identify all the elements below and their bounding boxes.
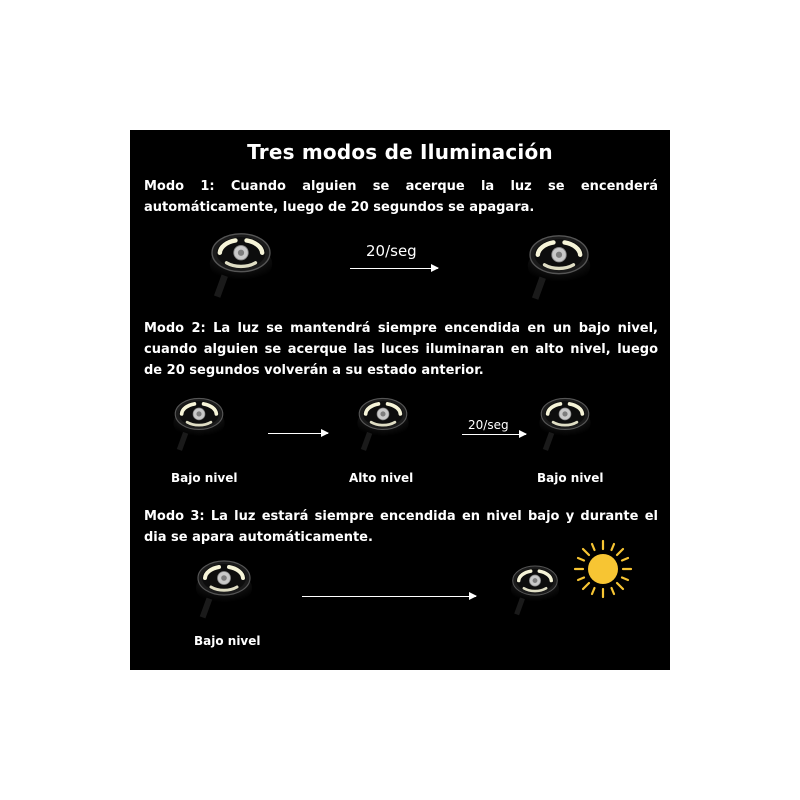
solar-lamp-icon	[348, 392, 418, 456]
arrow-right-icon	[350, 268, 438, 269]
solar-lamp-icon	[516, 228, 602, 306]
arrow-right-icon	[462, 434, 526, 435]
solar-lamp-icon	[186, 554, 262, 624]
mode-3-description: Modo 3: La luz estará siempre encendida en nivel bajo y durante el dia se apara automáticamente.	[144, 509, 658, 545]
sun-icon	[572, 538, 634, 600]
mode-3-label-low: Bajo nivel	[194, 634, 261, 648]
solar-lamp-icon	[530, 392, 600, 456]
mode-1-arrow-label: 20/seg	[366, 242, 417, 260]
mode-2-arrow-label: 20/seg	[468, 418, 509, 432]
arrow-right-icon	[268, 433, 328, 434]
page-title: Tres modos de Iluminación	[247, 140, 553, 164]
mode-2-label-low: Bajo nivel	[171, 471, 238, 485]
arrow-right-icon	[302, 596, 476, 597]
mode-2-description: Modo 2: La luz se mantendrá siempre encendida en un bajo nivel, cuando alguien se acerque las luces iluminaran en alto nivel, luego de 20 segundos volverán a su estado anterior.	[144, 321, 658, 378]
modes-infographic	[130, 130, 670, 670]
mode-2-label-high: Alto nivel	[349, 471, 414, 485]
solar-lamp-icon	[164, 392, 234, 456]
mode-2-label-low-2: Bajo nivel	[537, 471, 604, 485]
mode-1-description: Modo 1: Cuando alguien se acerque la luz se encenderá automáticamente, luego de 20 segundos se apagara.	[144, 179, 658, 215]
solar-lamp-icon	[198, 226, 284, 304]
solar-lamp-icon	[502, 560, 568, 620]
